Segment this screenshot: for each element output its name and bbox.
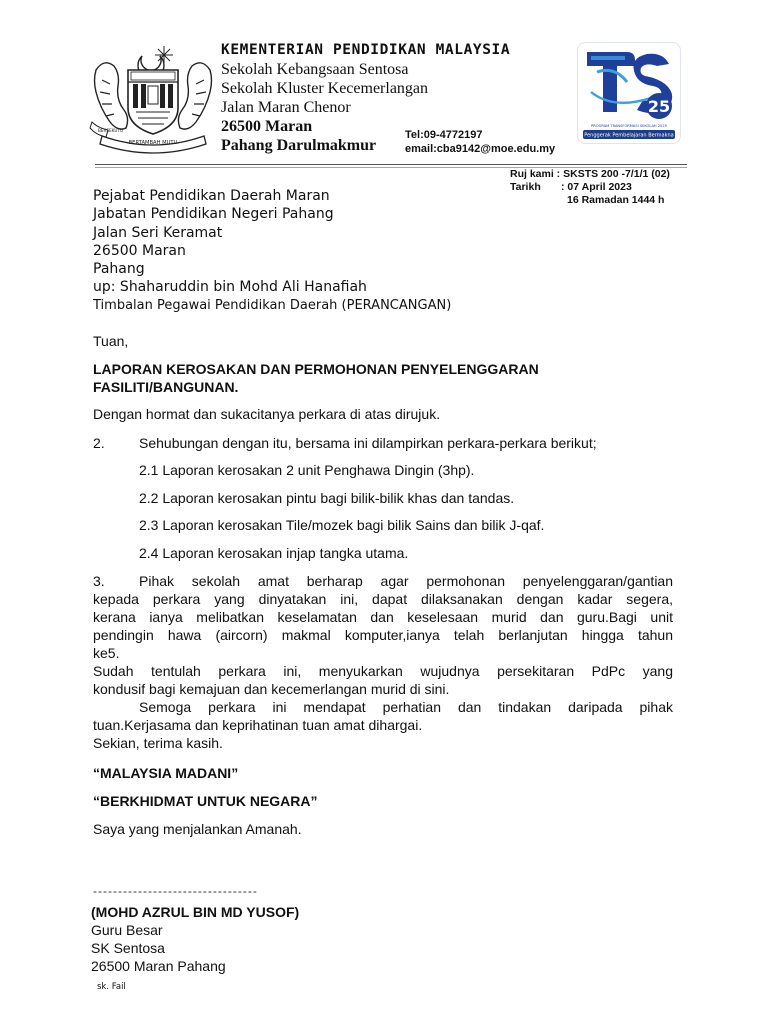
ts-logo-tagline: Penggerak Pembelajaran Bermakna — [584, 132, 674, 139]
school-postcode: 26500 Maran — [221, 118, 313, 135]
list-item: 2.4 Laporan kerosakan injap tangka utama. — [139, 545, 409, 561]
signatory-name: (MOHD AZRUL BIN MD YUSOF) — [91, 904, 300, 920]
crest-motto-bottom: BERTAMBAH MUTU — [128, 140, 178, 146]
paragraph-3-line: pendingin hawa (aircorn) makmal komputer,ianya telah berlanjutan hingga tahun — [93, 627, 673, 643]
paragraph-3-line: kerana ianya melibatkan keselamatan dan keselesaan murid dan guru.Bagi unit — [93, 609, 673, 625]
subject-line: LAPORAN KEROSAKAN DAN PERMOHONAN PENYELENGGARAN — [93, 361, 539, 377]
addressee-line: 26500 Maran — [93, 242, 186, 259]
date-value: : 07 April 2023 — [561, 181, 632, 193]
paragraph-3 — [93, 572, 673, 752]
paragraph-3-line-1: Pihak sekolah amat berharap agar permohonan penyelenggaran/gantian — [139, 573, 673, 589]
school-name: Sekolah Kebangsaan Sentosa — [221, 61, 409, 78]
signature-line: --------------------------------- — [93, 884, 258, 898]
ts-logo-caption: PROGRAM TRANSFORMASI SEKOLAH 2025 — [591, 124, 667, 128]
addressee-line: Pahang — [93, 261, 145, 278]
reference-block — [510, 168, 670, 207]
list-item: 2.3 Laporan kerosakan Tile/mozek bagi bilik Sains dan bilik J-qaf. — [139, 517, 545, 533]
addressee-line: Jabatan Pendidikan Negeri Pahang — [93, 206, 334, 223]
list-item: 2.2 Laporan kerosakan pintu bagi bilik-bilik khas dan tandas. — [139, 490, 515, 506]
closing-line: Sekian, terima kasih. — [93, 735, 223, 751]
addressee-block — [93, 187, 451, 315]
school-street: Jalan Maran Chenor — [221, 99, 351, 116]
paragraph-4-line: kondusif bagi kemajuan dan kecemerlangan murid di sini. — [93, 681, 450, 697]
ts-logo-number: 25 — [647, 97, 671, 116]
hijri-date: 16 Ramadan 1444 h — [567, 194, 665, 206]
ts25-program-logo — [577, 42, 681, 144]
ministry-name: KEMENTERIAN PENDIDIKAN MALAYSIA — [221, 42, 511, 58]
paragraph-1: Dengan hormat dan sukacitanya perkara di atas dirujuk. — [93, 406, 441, 422]
list-item: 2.1 Laporan kerosakan 2 unit Penghawa Dingin (3hp). — [139, 462, 475, 478]
school-state: Pahang Darulmakmur — [221, 137, 377, 154]
school-cluster: Sekolah Kluster Kecemerlangan — [221, 80, 429, 97]
letterhead-divider — [95, 164, 687, 165]
letter-subject — [93, 360, 673, 396]
signatory-address: 26500 Maran Pahang — [91, 958, 226, 974]
paragraph-5-line: Semoga perkara ini mendapat perhatian dan tindakan daripada pihak — [139, 699, 673, 715]
paragraph-3-line — [93, 572, 673, 590]
addressee-line: up: Shaharuddin bin Mohd Ali Hanafiah — [93, 279, 367, 296]
contact-block — [405, 128, 555, 156]
addressee-line: Timbalan Pegawai Pendidikan Daerah (PERANCANGAN) — [93, 297, 452, 313]
paragraph-4-line: Sudah tentulah perkara ini, menyukarkan wujudnya persekitaran PdPc yang — [93, 663, 673, 679]
telephone: Tel:09-4772197 — [405, 129, 483, 141]
file-copy-note: sk. Fail — [97, 982, 126, 992]
paragraph-number: 3. — [93, 573, 105, 589]
paragraph-2-text: Sehubungan dengan itu, bersama ini dilampirkan perkara-perkara berikut; — [139, 435, 597, 451]
ref-label: Ruj kami : — [510, 168, 561, 180]
subject-line: FASILITI/BANGUNAN. — [93, 379, 239, 395]
paragraph-2 — [93, 434, 673, 452]
paragraph-number: 2. — [93, 435, 105, 451]
date-label: Tarikh — [510, 181, 541, 193]
addressee-line: Jalan Seri Keramat — [93, 224, 223, 241]
signatory-school: SK Sentosa — [91, 940, 165, 956]
slogan-malaysia-madani: “MALAYSIA MADANI” — [93, 765, 239, 781]
email-address: email:cba9142@moe.edu.my — [405, 143, 556, 155]
amanah-line: Saya yang menjalankan Amanah. — [93, 821, 302, 837]
addressee-line: Pejabat Pendidikan Daerah Maran — [93, 188, 330, 204]
salutation: Tuan, — [93, 333, 129, 349]
signatory-title: Guru Besar — [91, 922, 163, 938]
paragraph-3-line: ke5. — [93, 645, 120, 661]
ref-number: SKSTS 200 -7/1/1 (02) — [563, 168, 670, 180]
paragraph-3-line: kepada perkara yang dinyatakan ini, dapat dilaksanakan dengan kadar segera, — [93, 591, 673, 607]
crest-motto-left: BERSEKUTU — [98, 128, 124, 133]
signature-block — [91, 903, 299, 975]
slogan-berkhidmat: “BERKHIDMAT UNTUK NEGARA” — [93, 793, 318, 809]
paragraph-5-line: tuan.Kerjasama dan keprihatinan tuan amat dihargai. — [93, 717, 423, 733]
malaysia-coat-of-arms-logo — [88, 40, 218, 158]
